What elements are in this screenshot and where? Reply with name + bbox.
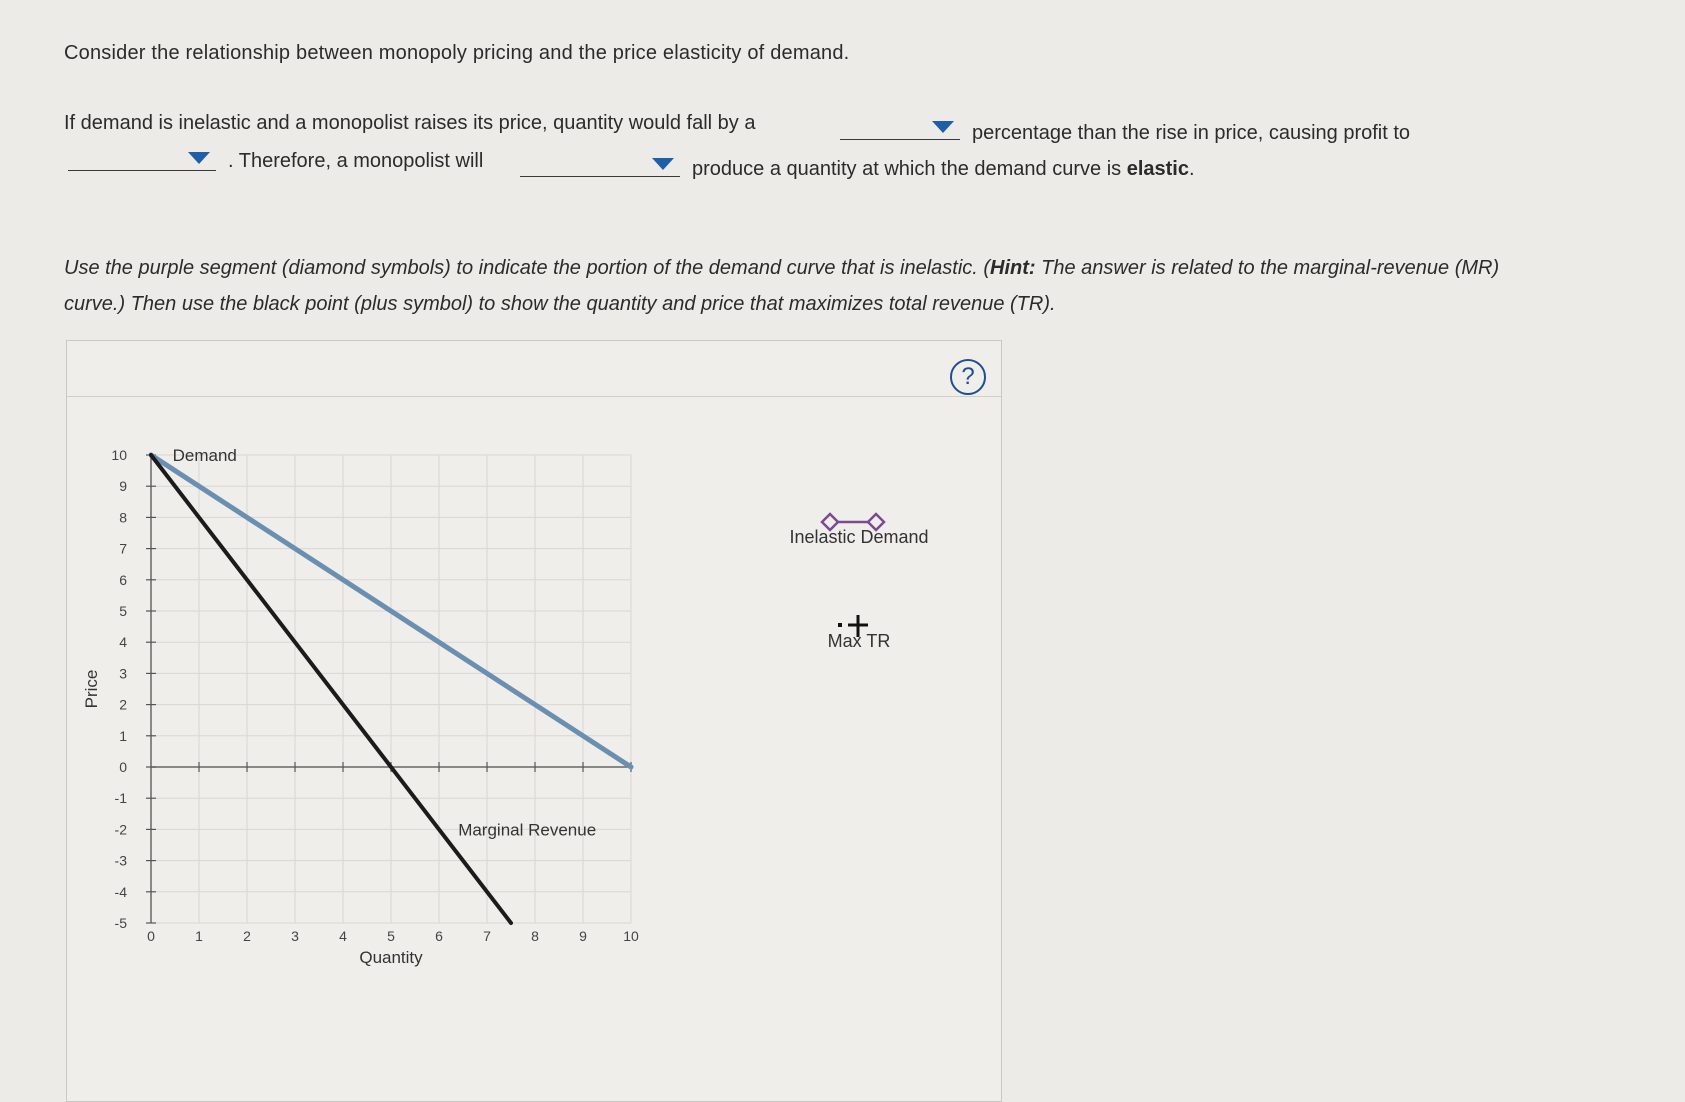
x-tick-label: 7 xyxy=(483,928,491,944)
y-tick-label: -2 xyxy=(114,821,127,838)
question-text-2b: produce a quantity at which the demand curve is xyxy=(692,158,1122,180)
question-text-1a: If demand is inelastic and a monopolist raises its price, quantity would fall by a xyxy=(64,112,756,134)
question-text-1b: percentage than the rise in price, causing profit to xyxy=(972,122,1411,144)
y-tick-label: 5 xyxy=(119,603,127,619)
y-tick-label: -5 xyxy=(114,915,127,931)
help-icon[interactable]: ? xyxy=(950,359,986,395)
grid-layer xyxy=(151,455,631,923)
y-tick-label: 4 xyxy=(119,634,127,651)
chart-svg xyxy=(67,341,1001,1101)
question-text-2a: . Therefore, a monopolist will xyxy=(228,150,484,172)
chevron-down-icon xyxy=(652,158,674,170)
marginal-revenue-label: Marginal Revenue xyxy=(458,820,597,840)
y-tick-label: -3 xyxy=(114,852,127,869)
graph-panel xyxy=(66,340,1002,1102)
chevron-down-icon xyxy=(188,152,210,164)
x-tick-label: 8 xyxy=(531,928,539,944)
label-layer xyxy=(82,446,639,967)
y-tick-label: -4 xyxy=(114,883,127,900)
x-tick-label: 6 xyxy=(435,928,443,944)
y-tick-label: 1 xyxy=(119,727,127,744)
x-tick-label: 10 xyxy=(623,928,639,944)
elastic-keyword: elastic xyxy=(1126,158,1189,180)
profit-direction-dropdown[interactable] xyxy=(68,144,216,171)
intro-text: Consider the relationship between monopoly pricing and the price elasticity of demand. xyxy=(64,42,850,64)
y-tick-label: 3 xyxy=(119,665,127,682)
y-axis-title: Price xyxy=(82,669,101,709)
x-tick-label: 0 xyxy=(147,928,155,944)
sentence-period: . xyxy=(1188,158,1195,180)
y-tick-label: 7 xyxy=(119,540,127,557)
demand-curve-label: Demand xyxy=(172,446,237,465)
y-tick-label: 2 xyxy=(119,696,127,713)
question-line-1 xyxy=(64,112,755,135)
x-tick-label: 9 xyxy=(579,928,587,944)
chevron-down-icon xyxy=(932,121,954,133)
marginal-revenue-curve xyxy=(151,455,511,923)
x-tick-label: 4 xyxy=(339,928,347,944)
instructions-part-1: Use the purple segment (diamond symbols) to indicate the portion of the demand curve that is inelastic. ( xyxy=(64,257,991,279)
max-tr-label: Max TR xyxy=(827,631,891,651)
instructions-part-2: The answer is related to the marginal-revenue (MR) curve.) Then use the black point (plus symbol) to show the quantity and price that maximizes total revenue (TR). xyxy=(64,257,1500,315)
x-tick-label: 2 xyxy=(243,928,251,944)
y-tick-label: -1 xyxy=(114,790,127,807)
x-tick-label: 1 xyxy=(195,928,203,944)
x-tick-label: 5 xyxy=(387,928,395,944)
question-line-2-end xyxy=(692,158,1195,181)
y-tick-label: 9 xyxy=(119,478,127,495)
x-tick-label: 3 xyxy=(291,928,299,944)
monopolist-action-dropdown[interactable] xyxy=(520,150,680,177)
axis-layer xyxy=(146,455,631,923)
fall-amount-dropdown[interactable] xyxy=(840,113,960,140)
y-tick-label: 10 xyxy=(111,447,127,463)
inelastic-demand-label: Inelastic Demand xyxy=(789,527,929,547)
y-tick-label: 6 xyxy=(119,571,127,588)
y-tick-label: 0 xyxy=(119,759,127,775)
y-tick-label: 8 xyxy=(119,509,127,526)
dot-icon xyxy=(838,623,842,627)
x-axis-title: Quantity xyxy=(359,948,423,967)
instructions-text xyxy=(64,250,1544,322)
hint-label: Hint: xyxy=(990,257,1036,279)
